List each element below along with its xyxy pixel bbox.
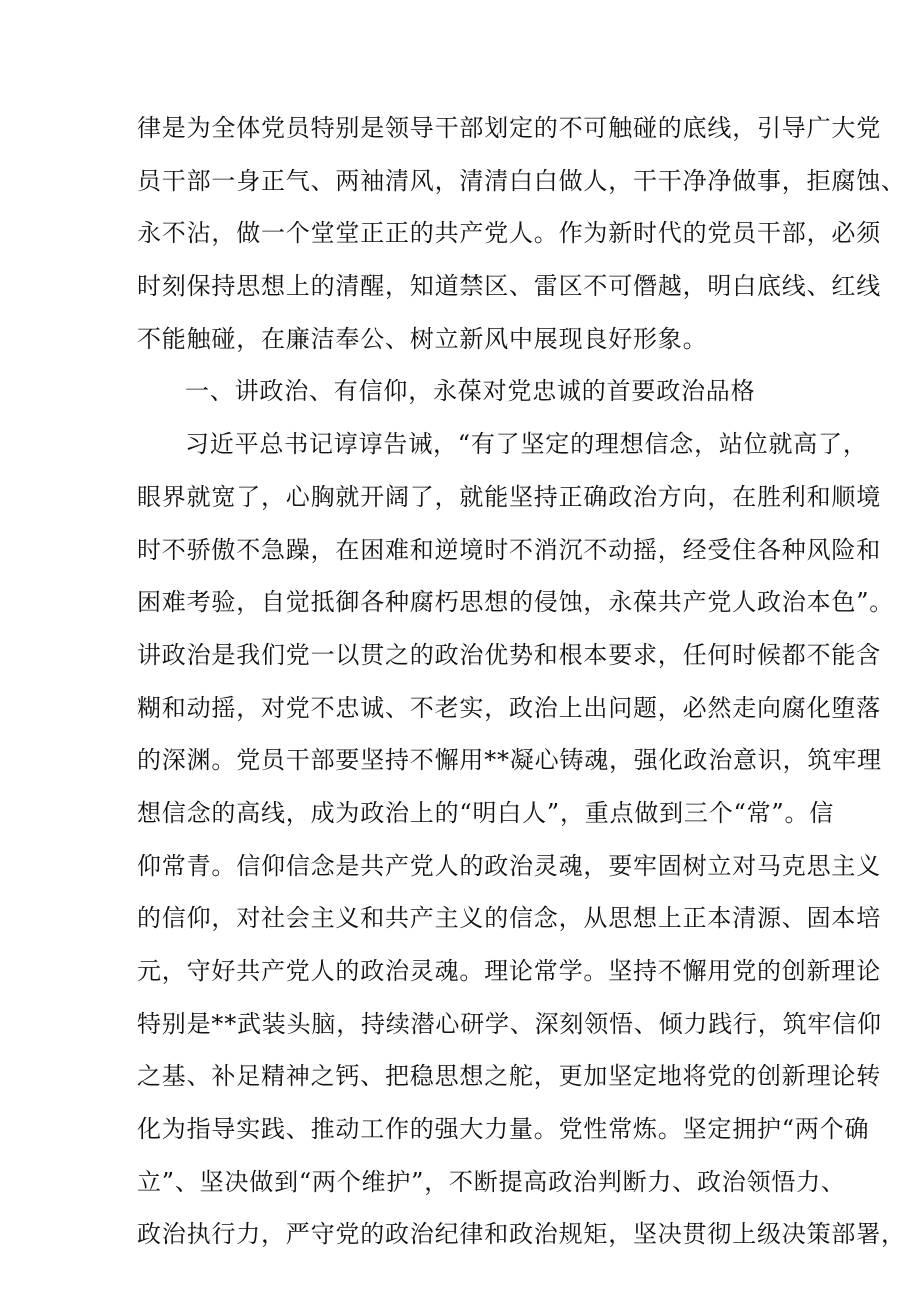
paragraph-start-line: 一、讲政治、有信仰，永葆对党忠诚的首要政治品格 (185, 377, 756, 406)
text-line: 的信仰，对社会主义和共产主义的信念，从思想上正本清源、固本培 (137, 904, 881, 933)
text-line: 律是为全体党员特别是领导干部划定的不可触碰的底线，引导广大党 (137, 114, 881, 142)
text-line: 想信念的高线，成为政治上的“明白人”，重点做到三个“常”。信 (137, 798, 835, 827)
text-line: 时不骄傲不急躁，在困难和逆境时不消沉不动摇，经受住各种风险和 (137, 535, 881, 564)
text-line: 的深渊。党员干部要坚持不懈用**凝心铸魂，强化政治意识，筑牢理 (137, 746, 882, 775)
text-line: 时刻保持思想上的清醒，知道禁区、雷区不可僭越，明白底线、红线 (137, 272, 881, 301)
text-line: 元，守好共产党人的政治灵魂。理论常学。坚持不懈用党的创新理论 (137, 957, 881, 985)
text-line: 不能触碰，在廉洁奉公、树立新风中展现良好形象。 (137, 324, 708, 353)
text-line: 化为指导实践、推动工作的强大力量。党性常炼。坚定拥护“两个确 (137, 1115, 870, 1144)
text-line: 政治执行力，严守党的政治纪律和政治规矩，坚决贯彻上级决策部署， (137, 1220, 906, 1249)
text-line: 永不沾，做一个堂堂正正的共产党人。作为新时代的党员干部，必须 (137, 219, 881, 248)
text-line: 立”、坚决做到“两个维护”，不断提高政治判断力、政治领悟力、 (137, 1167, 846, 1196)
text-line: 员干部一身正气、两袖清风，清清白白做人，干干净净做事，拒腐蚀、 (137, 166, 906, 195)
text-line: 困难考验，自觉抵御各种腐朽思想的侵蚀，永葆共产党人政治本色”。 (137, 588, 895, 617)
text-line: 仰常青。信仰信念是共产党人的政治灵魂，要牢固树立对马克思主义 (137, 851, 881, 880)
text-line: 之基、补足精神之钙、把稳思想之舵，更加坚定地将党的创新理论转 (137, 1062, 881, 1091)
text-line: 眼界就宽了，心胸就开阔了，就能坚持正确政治方向，在胜利和顺境 (137, 482, 881, 511)
document-body (137, 102, 906, 1261)
paragraph-start-line: 习近平总书记谆谆告诫，“有了坚定的理想信念，站位就高了， (185, 430, 868, 459)
text-line: 特别是**武装头脑，持续潜心研学、深刻领悟、倾力践行，筑牢信仰 (137, 1009, 882, 1038)
text-line: 糊和动摇，对党不忠诚、不老实，政治上出问题，必然走向腐化堕落 (137, 693, 881, 722)
text-line: 讲政治是我们党一以贯之的政治优势和根本要求，任何时候都不能含 (137, 640, 881, 669)
